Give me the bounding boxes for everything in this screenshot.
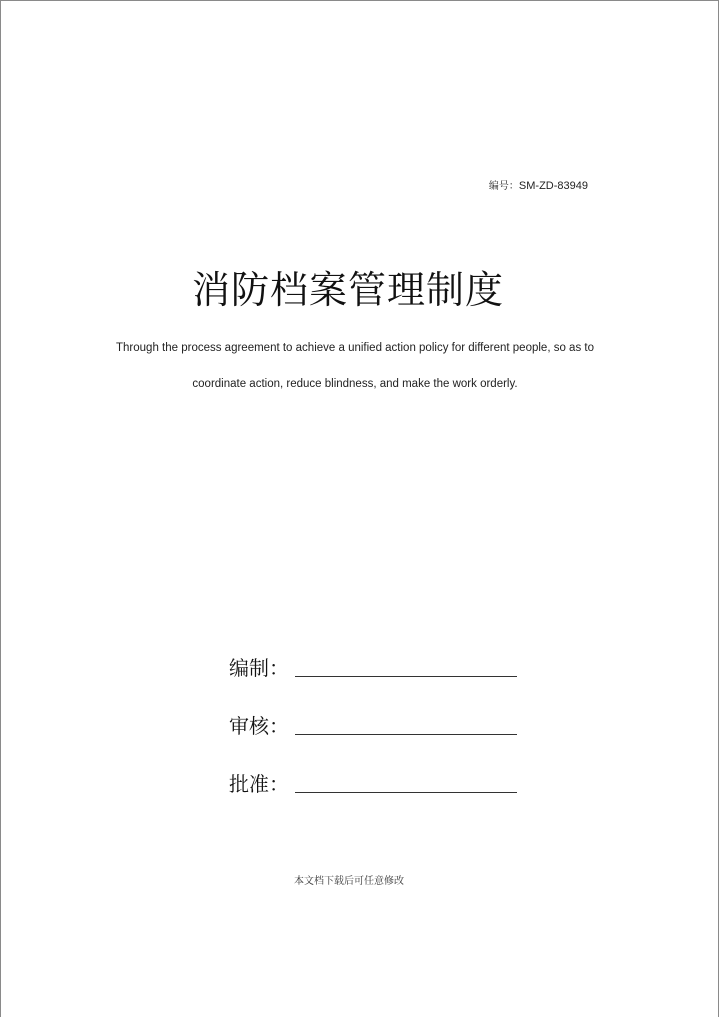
signature-line-review: [295, 733, 517, 735]
document-number-label: 编号：: [488, 181, 519, 192]
signature-label-review: 审核：: [229, 714, 289, 738]
signature-label-approve: 批准：: [229, 772, 289, 796]
subtitle-line-2: coordinate action, reduce blindness, and make the work orderly.: [192, 378, 518, 390]
signature-row-approve: [229, 767, 517, 797]
document-number-value: SM-ZD-83949: [518, 180, 588, 192]
signature-row-compile: [229, 651, 517, 681]
signature-label-compile: 编制：: [229, 656, 289, 680]
footer-note: 本文档下载后可任意修改: [294, 876, 404, 887]
signature-line-compile: [295, 675, 517, 677]
signature-row-review: [229, 709, 517, 739]
document-title: 消防档案管理制度: [191, 268, 504, 312]
signature-line-approve: [295, 791, 517, 793]
document-number: [489, 177, 588, 192]
subtitle-line-1: Through the process agreement to achieve a unified action policy for different people, so as to: [116, 342, 594, 354]
